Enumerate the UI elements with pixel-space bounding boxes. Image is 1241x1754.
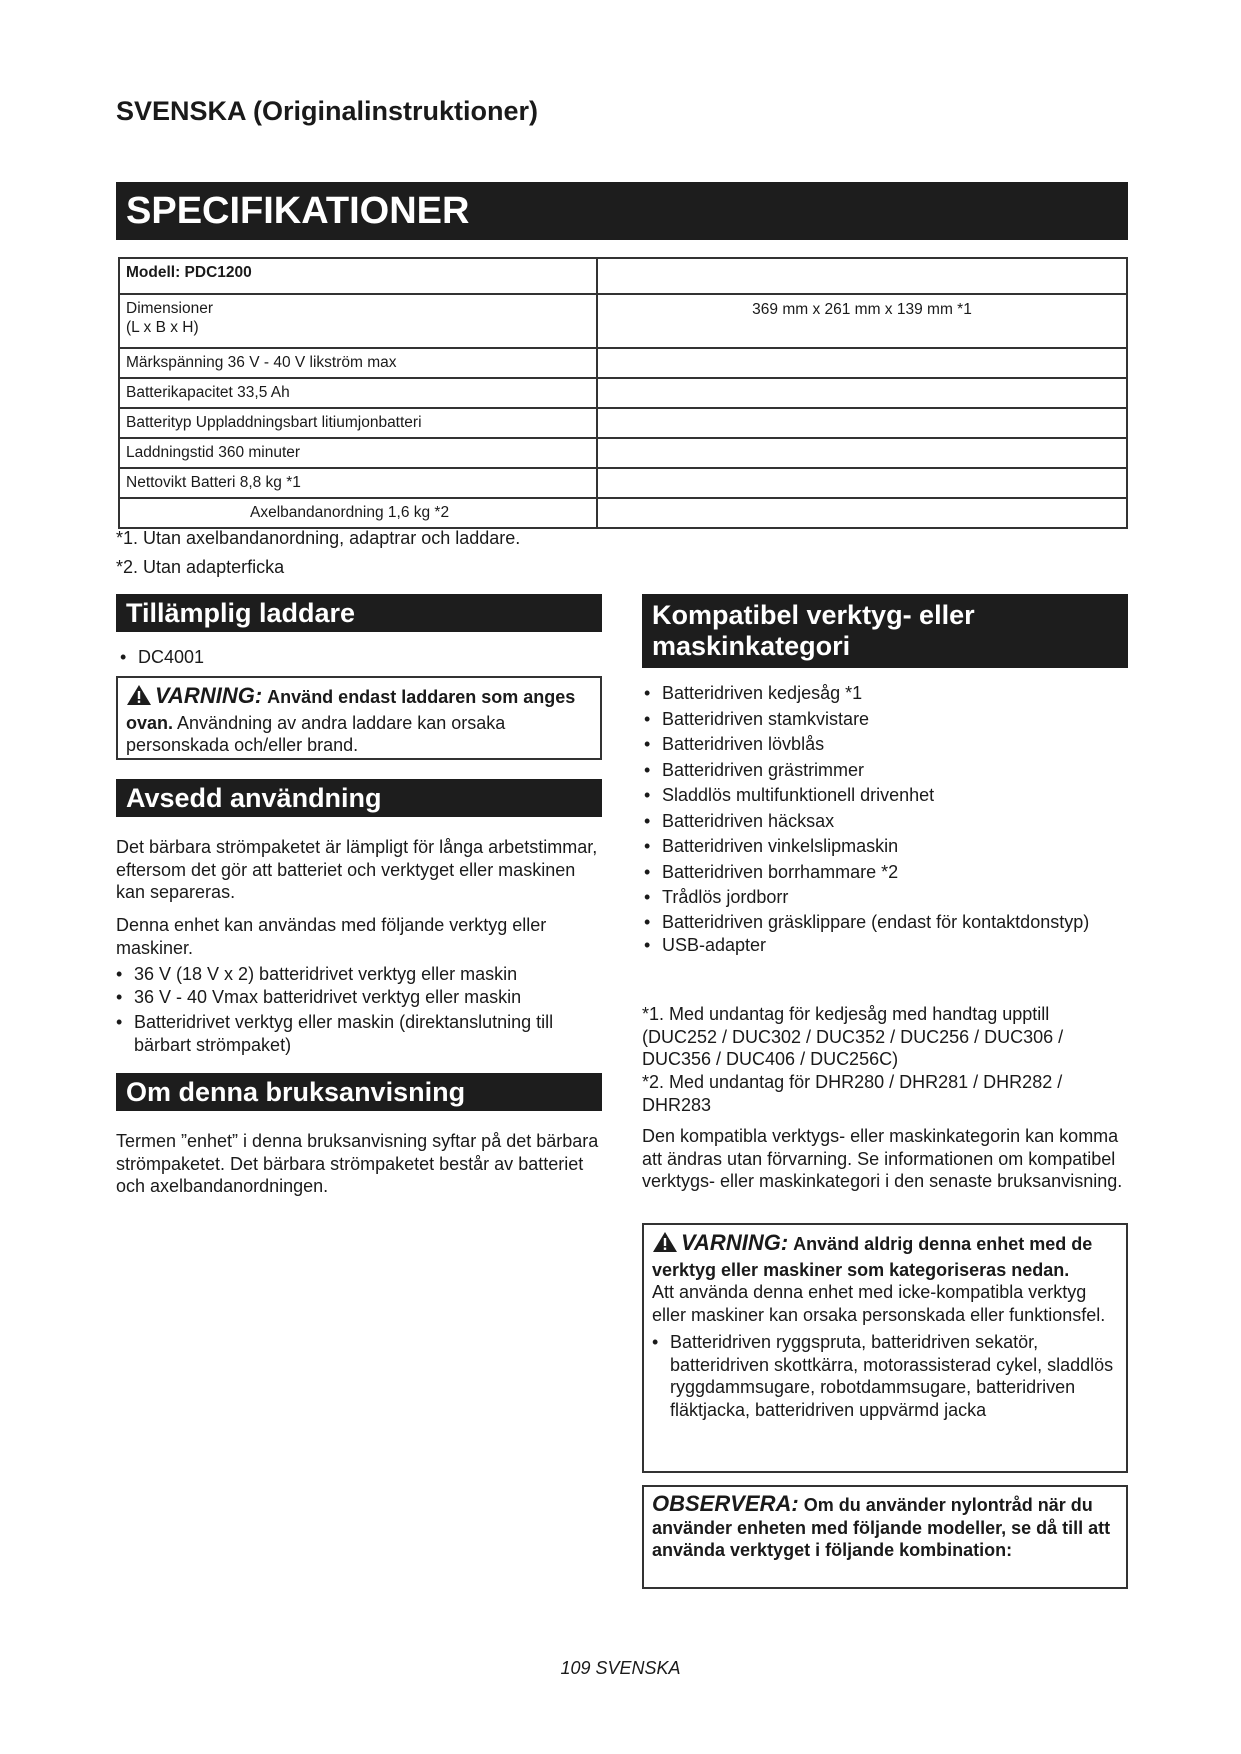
intended-use-list — [116, 963, 606, 1056]
compatible-warning-box — [642, 1223, 1128, 1473]
list-item: • Batteridriven lövblås — [644, 732, 1128, 758]
list-item: • Batteridrivet verktyg eller maskin (direktanslutning till bärbart strömpaket) — [116, 1011, 606, 1056]
battery-type-label: Batterityp Uppladdningsbart litiumjonbatteri — [119, 408, 597, 438]
harness-weight-value — [597, 498, 1127, 528]
warning-label: VARNING: — [681, 1230, 789, 1255]
list-item: • Batteridriven vinkelslipmaskin — [644, 834, 1128, 860]
warning-text: Användning av andra laddare kan orsaka personskada och/eller brand. — [126, 712, 506, 755]
battery-type-value — [597, 408, 1127, 438]
spec-note-2: *2. Utan adapterficka — [116, 557, 285, 577]
voltage-label: Märkspänning 36 V - 40 V likström max — [119, 348, 597, 378]
list-item: • Batteridriven borrhammare *2 — [644, 860, 1128, 886]
dimensions-label: Dimensioner (L x B x H) — [119, 294, 597, 348]
specifications-banner: SPECIFIKATIONER — [116, 182, 1128, 240]
charger-list — [120, 646, 600, 669]
list-item: • Sladdlös multifunktionell drivenhet — [644, 783, 1128, 809]
list-item: • 36 V - 40 Vmax batteridrivet verktyg eller maskin — [116, 986, 606, 1009]
table-row — [119, 378, 1127, 408]
page-footer: 109 SVENSKA — [560, 1658, 681, 1678]
list-item: • Batteridriven stamkvistare — [644, 707, 1128, 733]
warning-label: VARNING: — [155, 683, 263, 708]
observe-label: OBSERVERA: — [652, 1491, 799, 1516]
intended-use-para-2: Denna enhet kan användas med följande verktyg eller maskiner. — [116, 915, 547, 958]
table-row — [119, 258, 1127, 294]
list-item: • DC4001 — [120, 646, 600, 669]
table-row — [119, 294, 1127, 348]
list-item: • Batteridriven kedjesåg *1 — [644, 681, 1128, 707]
about-manual-text: Termen ”enhet” i denna bruksanvisning syftar på det bärbara strömpaketet. Det bärbara strömpaketet består av batteriet och axelbandanordningen. — [116, 1131, 599, 1196]
net-weight-label: Nettovikt Batteri 8,8 kg *1 — [119, 468, 597, 498]
warning-text: Att använda denna enhet med icke-kompatibla verktyg eller maskiner kan orsaka personskada eller funktionsfel. — [652, 1282, 1106, 1325]
compatible-note-1: *1. Med undantag för kedjesåg med handtag upptill (DUC252 / DUC302 / DUC352 / DUC256 / DUC306 / DUC356 / DUC406 / DUC256C) — [642, 1004, 1064, 1069]
harness-weight-label: Axelbandanordning 1,6 kg *2 — [119, 498, 597, 528]
about-manual-banner: Om denna bruksanvisning — [116, 1073, 602, 1111]
warning-triangle-icon — [126, 684, 152, 712]
compatible-banner: Kompatibel verktyg- eller maskinkategori — [642, 594, 1128, 668]
model-label: Modell: PDC1200 — [119, 258, 597, 294]
list-item: • Batteridriven ryggspruta, batteridriven sekatör, batteridriven skottkärra, motorassisterad cykel, sladdlös ryggdammsugare, robotdammsugare, batteridriven fläktjacka, batteridriven uppvärmd jacka — [652, 1331, 1118, 1421]
observe-text: Om du använder nylontråd när du använder enheten med följande modeller, se då till att använda verktyget i följande kombination: — [652, 1495, 1111, 1560]
list-item: • Batteridriven häcksax — [644, 809, 1128, 835]
spec-note-1: *1. Utan axelbandanordning, adaptrar och laddare. — [116, 528, 521, 548]
list-item: • USB-adapter — [644, 933, 1128, 959]
charger-banner: Tillämplig laddare — [116, 594, 602, 632]
intended-use-banner: Avsedd användning — [116, 779, 602, 817]
net-weight-value — [597, 468, 1127, 498]
observe-box — [642, 1485, 1128, 1589]
table-row — [119, 348, 1127, 378]
warning-triangle-icon — [652, 1231, 678, 1259]
charger-warning-box — [116, 676, 602, 760]
incompatible-list — [652, 1331, 1118, 1421]
table-row — [119, 468, 1127, 498]
charging-time-value — [597, 438, 1127, 468]
list-item: • 36 V (18 V x 2) batteridrivet verktyg eller maskin — [116, 963, 606, 986]
model-value — [597, 258, 1127, 294]
table-row — [119, 438, 1127, 468]
table-row — [119, 408, 1127, 438]
table-row — [119, 498, 1127, 528]
warning-bold-text: Använd endast laddaren som anges ovan. — [126, 687, 576, 733]
charging-time-label: Laddningstid 360 minuter — [119, 438, 597, 468]
page-language-title: SVENSKA (Originalinstruktioner) — [116, 96, 539, 126]
voltage-value — [597, 348, 1127, 378]
intended-use-para-1: Det bärbara strömpaketet är lämpligt för långa arbetstimmar, eftersom det gör att batteriet och verktyget eller maskinen kan separeras. — [116, 837, 598, 902]
capacity-label: Batterikapacitet 33,5 Ah — [119, 378, 597, 408]
capacity-value — [597, 378, 1127, 408]
dimensions-value: 369 mm x 261 mm x 139 mm *1 — [597, 294, 1127, 348]
list-item: • Batteridriven grästrimmer — [644, 758, 1128, 784]
compatible-note-2: *2. Med undantag för DHR280 / DHR281 / DHR282 / DHR283 — [642, 1072, 1063, 1115]
specifications-table — [118, 257, 1128, 529]
warning-bold-text: Använd aldrig denna enhet med de verktyg eller maskiner som kategoriseras nedan. — [652, 1234, 1093, 1280]
compatible-para: Den kompatibla verktygs- eller maskinkategorin kan komma att ändras utan förvarning. Se informationen om kompatibel verktygs- eller maskinkategori i den senaste bruksanvisning. — [642, 1126, 1123, 1191]
list-item: • Trådlös jordborr — [644, 885, 1128, 911]
list-item: • Batteridriven gräsklippare (endast för kontaktdonstyp) — [644, 911, 1128, 934]
compatible-list — [644, 681, 1128, 959]
